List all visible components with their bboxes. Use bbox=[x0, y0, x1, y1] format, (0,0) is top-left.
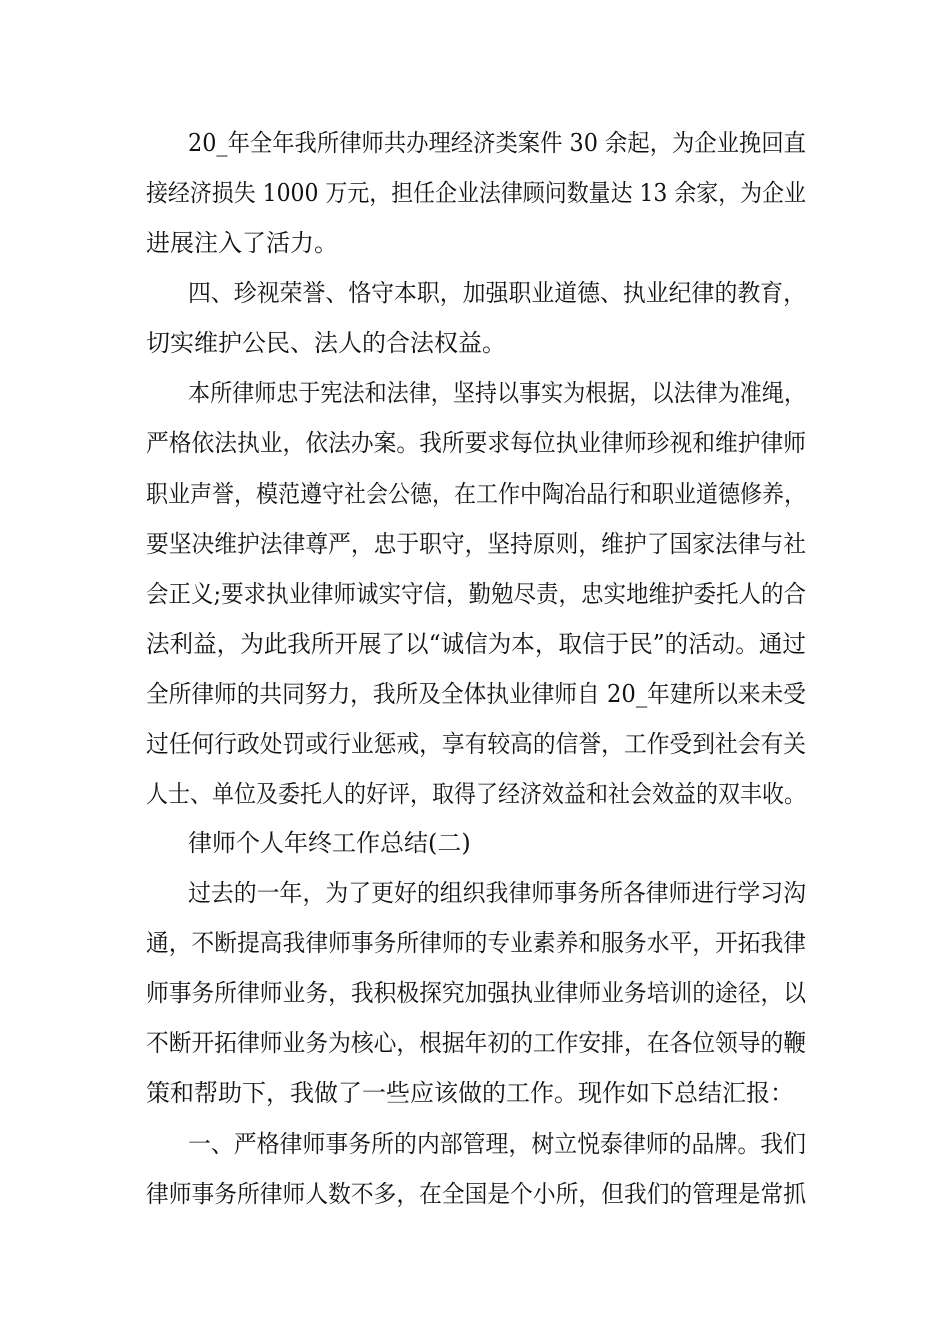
text-line: 接经济损失 1000 万元，担任企业法律顾问数量达 13 余家，为企业 bbox=[146, 179, 806, 207]
text-line: 严格依法执业，依法办案。我所要求每位执业律师珍视和维护律师 bbox=[146, 429, 807, 457]
text-line: 律师事务所律师人数不多，在全国是个小所，但我们的管理是常抓 bbox=[146, 1180, 807, 1208]
text-line: 切实维护公民、法人的合法权益。 bbox=[146, 329, 506, 357]
text-line: 20_年全年我所律师共办理经济类案件 30 余起，为企业挽回直 bbox=[188, 129, 806, 157]
text-line: 法利益，为此我所开展了以“诚信为本，取信于民”的活动。通过 bbox=[146, 630, 806, 658]
text-line: 师事务所律师业务，我积极探究加强执业律师业务培训的途径，以 bbox=[146, 979, 807, 1007]
text-line: 四、珍视荣誉、恪守本职，加强职业道德、执业纪律的教育， bbox=[188, 279, 806, 307]
text-line: 会正义;要求执业律师诚实守信，勤勉尽责，忠实地维护委托人的合 bbox=[146, 580, 807, 608]
text-line: 进展注入了活力。 bbox=[146, 229, 338, 257]
text-line: 一、严格律师事务所的内部管理，树立悦泰律师的品牌。我们 bbox=[188, 1130, 806, 1158]
text-line: 本所律师忠于宪法和法律，坚持以事实为根据，以法律为准绳， bbox=[188, 379, 806, 407]
text-line: 通，不断提高我律师事务所律师的专业素养和服务水平，开拓我律 bbox=[146, 929, 807, 957]
text-line: 人士、单位及委托人的好评，取得了经济效益和社会效益的双丰收。 bbox=[146, 780, 807, 808]
section-heading: 律师个人年终工作总结(二) bbox=[188, 829, 471, 857]
text-line: 要坚决维护法律尊严，忠于职守，坚持原则，维护了国家法律与社 bbox=[146, 530, 807, 558]
text-line: 职业声誉，模范遵守社会公德，在工作中陶冶品行和职业道德修养， bbox=[146, 480, 807, 508]
text-line: 过去的一年，为了更好的组织我律师事务所各律师进行学习沟 bbox=[188, 879, 806, 907]
text-line: 全所律师的共同努力，我所及全体执业律师自 20_年建所以来未受 bbox=[146, 680, 806, 708]
text-line: 策和帮助下，我做了一些应该做的工作。现作如下总结汇报： bbox=[146, 1079, 794, 1107]
text-line: 过任何行政处罚或行业惩戒，享有较高的信誉，工作受到社会有关 bbox=[146, 730, 807, 758]
text-line: 不断开拓律师业务为核心，根据年初的工作安排，在各位领导的鞭 bbox=[146, 1029, 807, 1057]
